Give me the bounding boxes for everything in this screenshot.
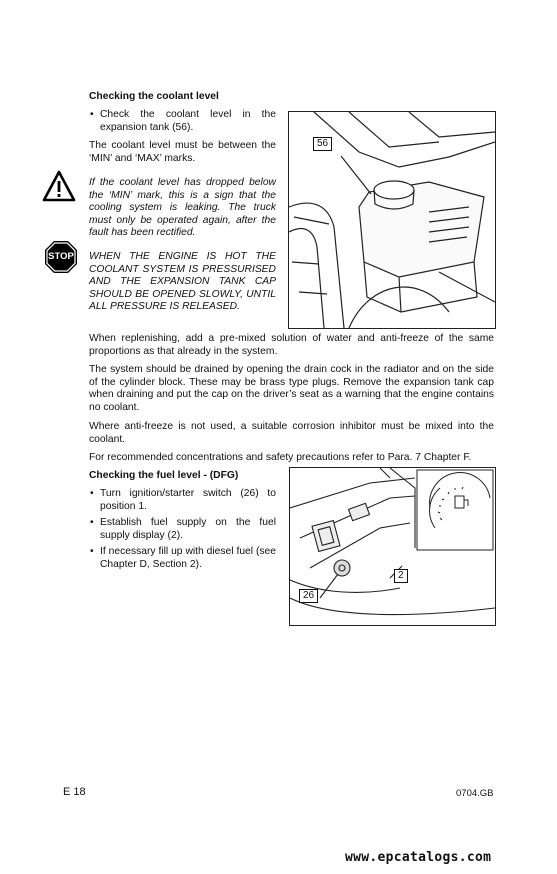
coolant-warning-text: If the coolant level has dropped below the ‘MIN’ mark, this is a sign that the cooling system is leaking. The truck must only be operated again, after the fault has been rectified.: [89, 177, 276, 239]
drain-text: The system should be drained by opening the drain cock in the radiator and on the side of the cylinder block. These may be brass type plugs. Remove the expansion tank cap when draining and put the cap on the driver’s seat as a warning that the engine contains no coolant.: [89, 364, 494, 413]
hot-engine-warning-text: WHEN THE ENGINE IS HOT THE COOLANT SYSTEM IS PRESSURISED AND THE EXPANSION TANK CAP SHOULD BE OPENED SLOWLY, UNTIL ALL PRESSURE IS RELEASED.: [89, 251, 276, 313]
stop-sign-icon: [44, 240, 78, 274]
warning-triangle-icon: [42, 170, 76, 202]
fuel-bullet-1: • Turn ignition/starter switch (26) to position 1.: [89, 488, 276, 513]
fuel-bullet-3: • If necessary fill up with diesel fuel (see Chapter D, Section 2).: [89, 546, 276, 571]
callout-2: 2: [394, 569, 408, 583]
fuel-display-figure: [289, 467, 496, 626]
stop-sign-label: STOP: [48, 251, 74, 262]
coolant-heading: Checking the coolant level: [89, 91, 219, 102]
inhibitor-text: Where anti-freeze is not used, a suitable corrosion inhibitor must be mixed into the coolant.: [89, 421, 494, 445]
website-watermark: www.epcatalogs.com: [345, 850, 492, 865]
coolant-bullet-1: • Check the coolant level in the expansion tank (56).: [89, 109, 276, 134]
coolant-bullets: [89, 109, 276, 138]
fuel-heading: Checking the fuel level - (DFG): [89, 470, 239, 481]
fuel-bullet-2: • Establish fuel supply on the fuel supply display (2).: [89, 517, 276, 542]
callout-56: 56: [313, 137, 332, 151]
callout-26: 26: [299, 589, 318, 603]
page-number: E 18: [63, 786, 86, 798]
replenish-text: When replenishing, add a pre-mixed solution of water and anti-freeze of the same proportions as that already in the system.: [89, 333, 494, 357]
coolant-level-text: The coolant level must be between the ‘MIN’ and ‘MAX’ marks.: [89, 140, 276, 164]
reference-text: For recommended concentrations and safety precautions refer to Para. 7 Chapter F.: [89, 452, 472, 463]
document-code: 0704.GB: [456, 788, 494, 799]
fuel-bullets: [89, 488, 276, 576]
